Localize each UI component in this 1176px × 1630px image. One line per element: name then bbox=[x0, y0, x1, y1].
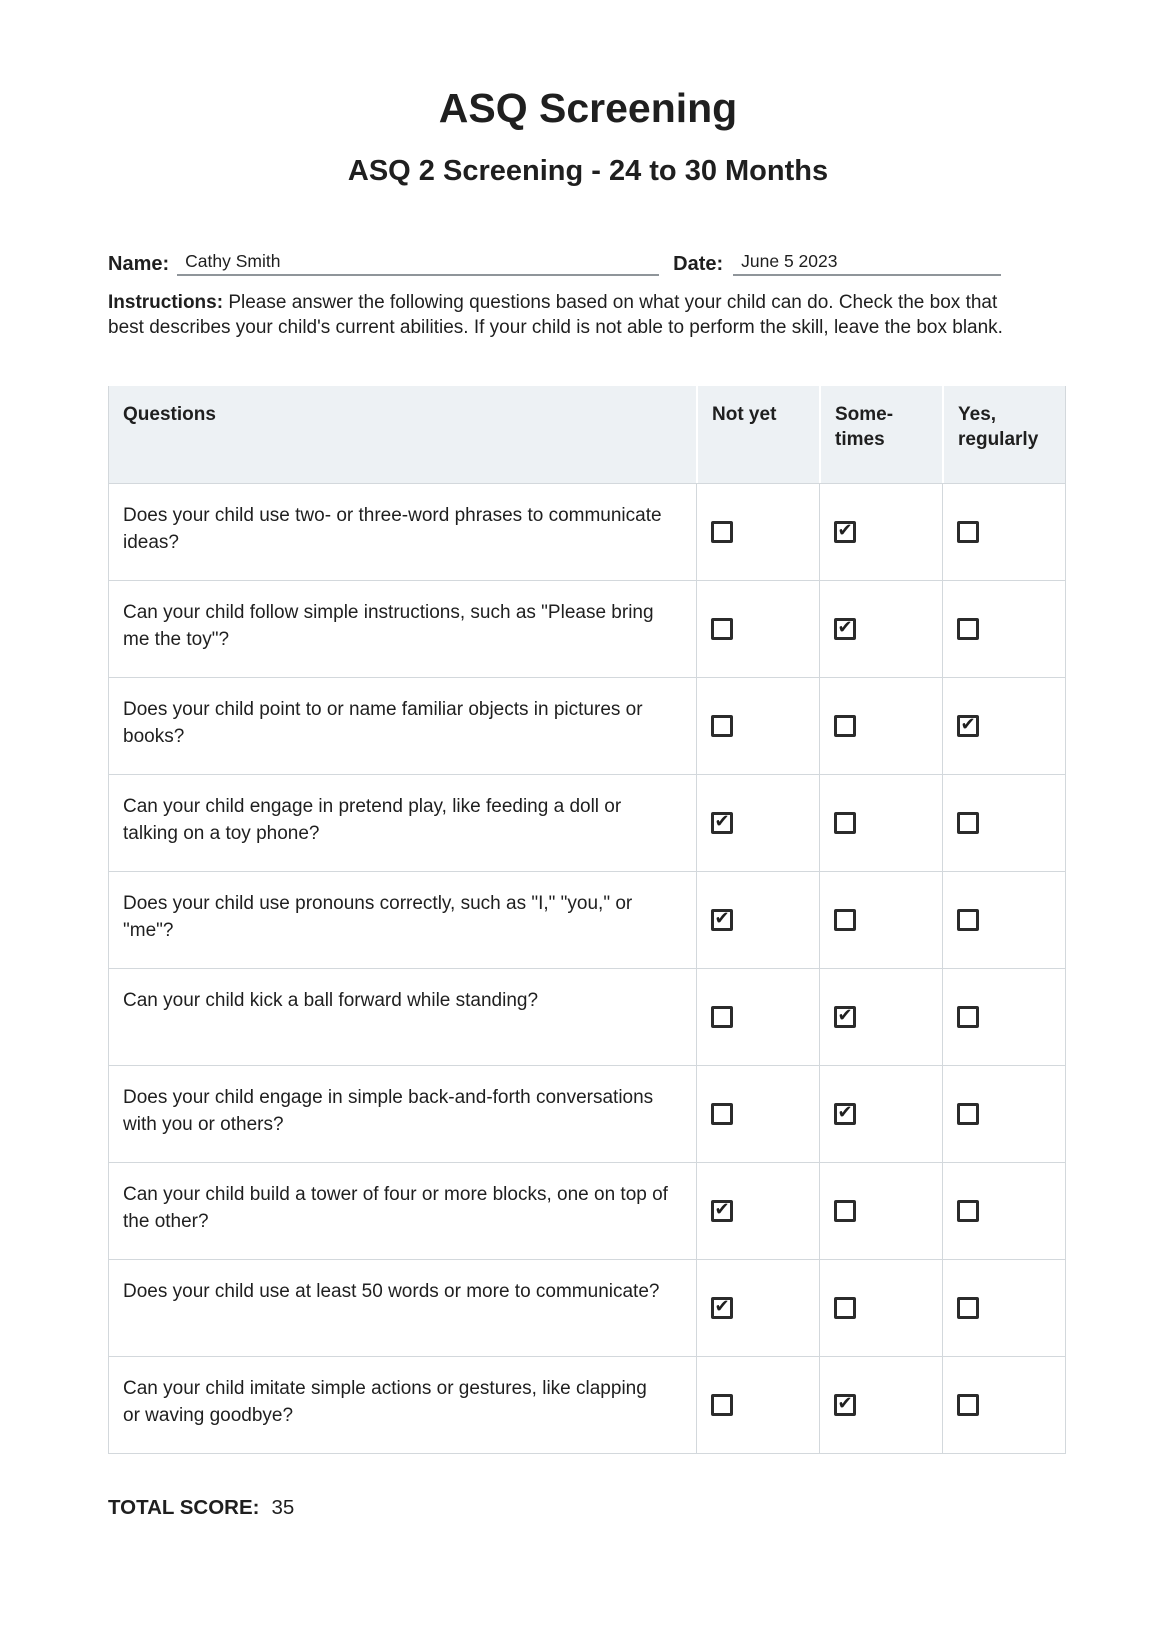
name-value: Cathy Smith bbox=[185, 251, 281, 271]
check-mark-icon: ✔ bbox=[837, 520, 853, 541]
question-text: Does your child use at least 50 words or more to communicate? bbox=[123, 1281, 660, 1302]
check-mark-icon: ✔ bbox=[837, 1005, 853, 1026]
yes-regularly-cell bbox=[942, 1163, 1065, 1259]
sometimes-cell bbox=[819, 1260, 942, 1356]
not-yet-checkbox[interactable] bbox=[711, 1200, 733, 1222]
not-yet-checkbox[interactable] bbox=[711, 1297, 733, 1319]
question-text: Does your child engage in simple back-and-forth conversations with you or others? bbox=[123, 1087, 654, 1135]
total-score-value: 35 bbox=[271, 1496, 295, 1519]
not-yet-cell bbox=[696, 969, 819, 1065]
not-yet-cell bbox=[696, 1163, 819, 1259]
not-yet-checkbox[interactable] bbox=[711, 812, 733, 834]
yes-regularly-checkbox[interactable] bbox=[957, 812, 979, 834]
sometimes-checkbox[interactable] bbox=[834, 715, 856, 737]
check-mark-icon: ✔ bbox=[714, 811, 730, 832]
sometimes-checkbox[interactable] bbox=[834, 521, 856, 543]
column-header-yes-regularly bbox=[942, 386, 1065, 483]
sometimes-checkbox[interactable] bbox=[834, 1103, 856, 1125]
not-yet-checkbox[interactable] bbox=[711, 1103, 733, 1125]
yes-regularly-cell bbox=[942, 678, 1065, 774]
table-row bbox=[109, 580, 1065, 677]
check-mark-icon: ✔ bbox=[837, 1102, 853, 1123]
not-yet-cell bbox=[696, 1066, 819, 1162]
yes-regularly-cell bbox=[942, 872, 1065, 968]
question-text: Does your child use pronouns correctly, such as "I," "you," or "me"? bbox=[123, 893, 633, 941]
table-row bbox=[109, 871, 1065, 968]
total-score-label: TOTAL SCORE: bbox=[108, 1496, 260, 1519]
not-yet-cell bbox=[696, 872, 819, 968]
not-yet-cell bbox=[696, 678, 819, 774]
question-text: Does your child use two- or three-word phrases to communicate ideas? bbox=[123, 505, 662, 553]
yes-regularly-cell bbox=[942, 1066, 1065, 1162]
sometimes-checkbox[interactable] bbox=[834, 1394, 856, 1416]
yes-regularly-cell bbox=[942, 1357, 1065, 1453]
not-yet-cell bbox=[696, 581, 819, 677]
column-header-questions: Questions bbox=[123, 404, 216, 425]
yes-regularly-cell bbox=[942, 581, 1065, 677]
not-yet-cell bbox=[696, 1357, 819, 1453]
sometimes-cell bbox=[819, 1066, 942, 1162]
not-yet-cell bbox=[696, 484, 819, 580]
sometimes-cell bbox=[819, 1163, 942, 1259]
yes-regularly-cell bbox=[942, 1260, 1065, 1356]
table-header-row bbox=[109, 386, 1065, 483]
check-mark-icon: ✔ bbox=[960, 714, 976, 735]
sometimes-cell bbox=[819, 1357, 942, 1453]
sometimes-checkbox[interactable] bbox=[834, 1200, 856, 1222]
question-text: Can your child build a tower of four or more blocks, one on top of the other? bbox=[123, 1184, 668, 1232]
yes-regularly-cell bbox=[942, 775, 1065, 871]
not-yet-checkbox[interactable] bbox=[711, 521, 733, 543]
yes-regularly-checkbox[interactable] bbox=[957, 618, 979, 640]
check-mark-icon: ✔ bbox=[714, 1199, 730, 1220]
name-label: Name: bbox=[108, 253, 170, 275]
name-field[interactable] bbox=[177, 251, 659, 276]
question-text: Can your child engage in pretend play, like feeding a doll or talking on a toy phone? bbox=[123, 796, 622, 844]
table-row bbox=[109, 968, 1065, 1065]
instructions-paragraph bbox=[108, 290, 1020, 340]
column-header-sometimes-line2: times bbox=[835, 429, 885, 450]
name-date-row bbox=[108, 240, 1068, 276]
questions-table bbox=[108, 386, 1066, 1454]
check-mark-icon: ✔ bbox=[837, 617, 853, 638]
table-row bbox=[109, 1356, 1065, 1453]
column-header-sometimes-line1: Some- bbox=[835, 404, 894, 425]
table-body bbox=[109, 483, 1065, 1453]
question-text: Can your child follow simple instructions, such as "Please bring me the toy"? bbox=[123, 602, 654, 650]
date-label: Date: bbox=[673, 253, 724, 275]
not-yet-cell bbox=[696, 1260, 819, 1356]
column-header-yes-line2: regularly bbox=[958, 429, 1039, 450]
yes-regularly-checkbox[interactable] bbox=[957, 521, 979, 543]
question-text: Can your child kick a ball forward while standing? bbox=[123, 990, 539, 1011]
sometimes-checkbox[interactable] bbox=[834, 1006, 856, 1028]
yes-regularly-checkbox[interactable] bbox=[957, 1394, 979, 1416]
check-mark-icon: ✔ bbox=[714, 1296, 730, 1317]
sometimes-checkbox[interactable] bbox=[834, 618, 856, 640]
yes-regularly-cell bbox=[942, 969, 1065, 1065]
check-mark-icon: ✔ bbox=[837, 1393, 853, 1414]
date-value: June 5 2023 bbox=[741, 251, 838, 271]
page-subtitle: ASQ 2 Screening - 24 to 30 Months bbox=[347, 155, 829, 187]
yes-regularly-checkbox[interactable] bbox=[957, 1297, 979, 1319]
not-yet-checkbox[interactable] bbox=[711, 1006, 733, 1028]
not-yet-checkbox[interactable] bbox=[711, 1394, 733, 1416]
yes-regularly-checkbox[interactable] bbox=[957, 715, 979, 737]
not-yet-checkbox[interactable] bbox=[711, 618, 733, 640]
sometimes-checkbox[interactable] bbox=[834, 812, 856, 834]
not-yet-checkbox[interactable] bbox=[711, 909, 733, 931]
yes-regularly-checkbox[interactable] bbox=[957, 909, 979, 931]
sometimes-cell bbox=[819, 969, 942, 1065]
sometimes-cell bbox=[819, 581, 942, 677]
column-header-yes-line1: Yes, bbox=[958, 404, 997, 425]
instructions-label: Instructions: bbox=[108, 292, 224, 313]
yes-regularly-cell bbox=[942, 484, 1065, 580]
yes-regularly-checkbox[interactable] bbox=[957, 1200, 979, 1222]
question-text: Does your child point to or name familiar objects in pictures or books? bbox=[123, 699, 643, 747]
table-row bbox=[109, 677, 1065, 774]
question-text: Can your child imitate simple actions or gestures, like clapping or waving goodbye? bbox=[123, 1378, 647, 1426]
total-score-row bbox=[108, 1496, 1068, 1520]
column-header-sometimes bbox=[819, 386, 942, 483]
sometimes-cell bbox=[819, 775, 942, 871]
column-header-not-yet: Not yet bbox=[696, 386, 819, 483]
yes-regularly-checkbox[interactable] bbox=[957, 1103, 979, 1125]
table-row bbox=[109, 1162, 1065, 1259]
check-mark-icon: ✔ bbox=[714, 908, 730, 929]
sometimes-cell bbox=[819, 872, 942, 968]
sometimes-cell bbox=[819, 678, 942, 774]
table-row bbox=[109, 1065, 1065, 1162]
table-row bbox=[109, 1259, 1065, 1356]
table-row bbox=[109, 483, 1065, 580]
sometimes-checkbox[interactable] bbox=[834, 909, 856, 931]
date-field[interactable] bbox=[733, 251, 1001, 276]
page-title: ASQ Screening bbox=[438, 85, 738, 131]
not-yet-cell bbox=[696, 775, 819, 871]
table-row bbox=[109, 774, 1065, 871]
yes-regularly-checkbox[interactable] bbox=[957, 1006, 979, 1028]
not-yet-checkbox[interactable] bbox=[711, 715, 733, 737]
sometimes-cell bbox=[819, 484, 942, 580]
instructions-text: Please answer the following questions based on what your child can do. Check the box that best describes your child's current abilities. If your child is not able to perform the skill, leave the box blank. bbox=[108, 292, 1003, 338]
sometimes-checkbox[interactable] bbox=[834, 1297, 856, 1319]
